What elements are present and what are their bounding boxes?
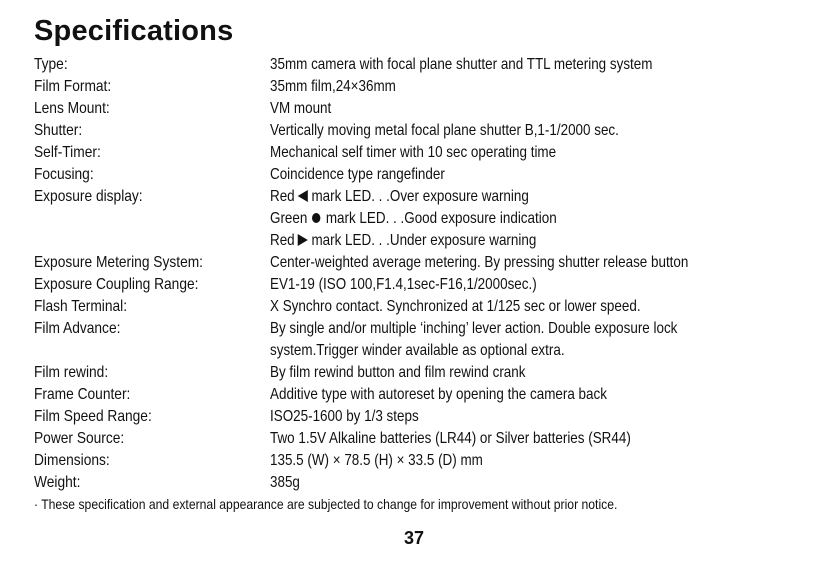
spec-row-coupling-range [0,274,828,296]
spec-value: 135.5 (W) × 78.5 (H) × 33.5 (D) mm [270,452,483,469]
spec-row-self-timer [0,142,828,164]
spec-value: Additive type with autoreset by opening the camera back [270,386,607,403]
spec-value-line [270,186,529,208]
spec-row-shutter [0,120,828,142]
led-description: mark LED. . .Under exposure warning [311,232,537,249]
spec-label: Self-Timer: [34,144,101,161]
page-title: Specifications [34,15,234,47]
spec-list [0,54,828,494]
spec-label: Exposure Coupling Range: [34,276,199,293]
spec-label: Flash Terminal: [34,298,128,315]
spec-value: ISO25-1600 by 1/3 steps [270,408,419,425]
spec-label: Type: [34,56,68,73]
led-description: mark LED. . .Over exposure warning [311,188,529,205]
spec-value-line [270,230,536,252]
spec-row-lens-mount [0,98,828,120]
spec-label: Shutter: [34,122,83,139]
spec-value: system.Trigger winder available as optional extra. [270,342,565,359]
spec-row-type [0,54,828,76]
spec-row-film-rewind [0,362,828,384]
spec-value: By film rewind button and film rewind crank [270,364,526,381]
spec-value: 385g [270,474,300,491]
spec-value: 35mm camera with focal plane shutter and TTL metering system [270,56,653,73]
spec-row-flash-terminal [0,296,828,318]
spec-value: By single and/or multiple ‘inching’ lever action. Double exposure lock [270,320,678,337]
spec-label: Film Format: [34,78,112,95]
spec-label: Film Advance: [34,320,121,337]
spec-label: Exposure Metering System: [34,254,204,271]
led-color-label: Red [270,188,295,205]
spec-label: Lens Mount: [34,100,110,117]
spec-row-film-advance-cont [0,340,828,362]
page-number: 37 [403,528,425,548]
spec-row-exposure-display [0,186,828,208]
spec-row-dimensions [0,450,828,472]
spec-label: Exposure display: [34,188,143,205]
led-color-label: Red [270,232,295,249]
spec-label: Weight: [34,474,81,491]
spec-value: Center-weighted average metering. By pressing shutter release button [270,254,689,271]
spec-value: EV1-19 (ISO 100,F1.4,1sec-F16,1/2000sec.) [270,276,537,293]
filled-circle-icon [312,213,320,223]
spec-value: Coincidence type rangefinder [270,166,445,183]
spec-value: Two 1.5V Alkaline batteries (LR44) or Silver batteries (SR44) [270,430,631,447]
spec-row-film-format [0,76,828,98]
spec-value: Vertically moving metal focal plane shutter B,1-1/2000 sec. [270,122,619,139]
spec-value: Mechanical self timer with 10 sec operating time [270,144,557,161]
footnote: · These specification and external appearance are subjected to change for improvement without prior notice. [34,496,618,512]
right-triangle-icon [298,234,308,246]
spec-label: Dimensions: [34,452,110,469]
spec-row-focusing [0,164,828,186]
spec-label: Film Speed Range: [34,408,152,425]
spec-label: Film rewind: [34,364,109,381]
spec-value-line [270,208,557,230]
spec-label: Power Source: [34,430,125,447]
spec-label: Frame Counter: [34,386,131,403]
spec-value: X Synchro contact. Synchronized at 1/125 sec or lower speed. [270,298,641,315]
led-description: mark LED. . .Good exposure indication [325,210,557,227]
left-triangle-icon [298,190,308,202]
spec-value: 35mm film,24×36mm [270,78,396,95]
spec-row-film-speed [0,406,828,428]
spec-row-frame-counter [0,384,828,406]
spec-row-film-advance [0,318,828,340]
spec-label: Focusing: [34,166,94,183]
led-color-label: Green [270,210,308,227]
spec-row-power-source [0,428,828,450]
spec-row-exposure-display-cont [0,208,828,230]
spec-row-weight [0,472,828,494]
spec-row-metering-system [0,252,828,274]
spec-row-exposure-display-cont [0,230,828,252]
spec-value: VM mount [270,100,332,117]
